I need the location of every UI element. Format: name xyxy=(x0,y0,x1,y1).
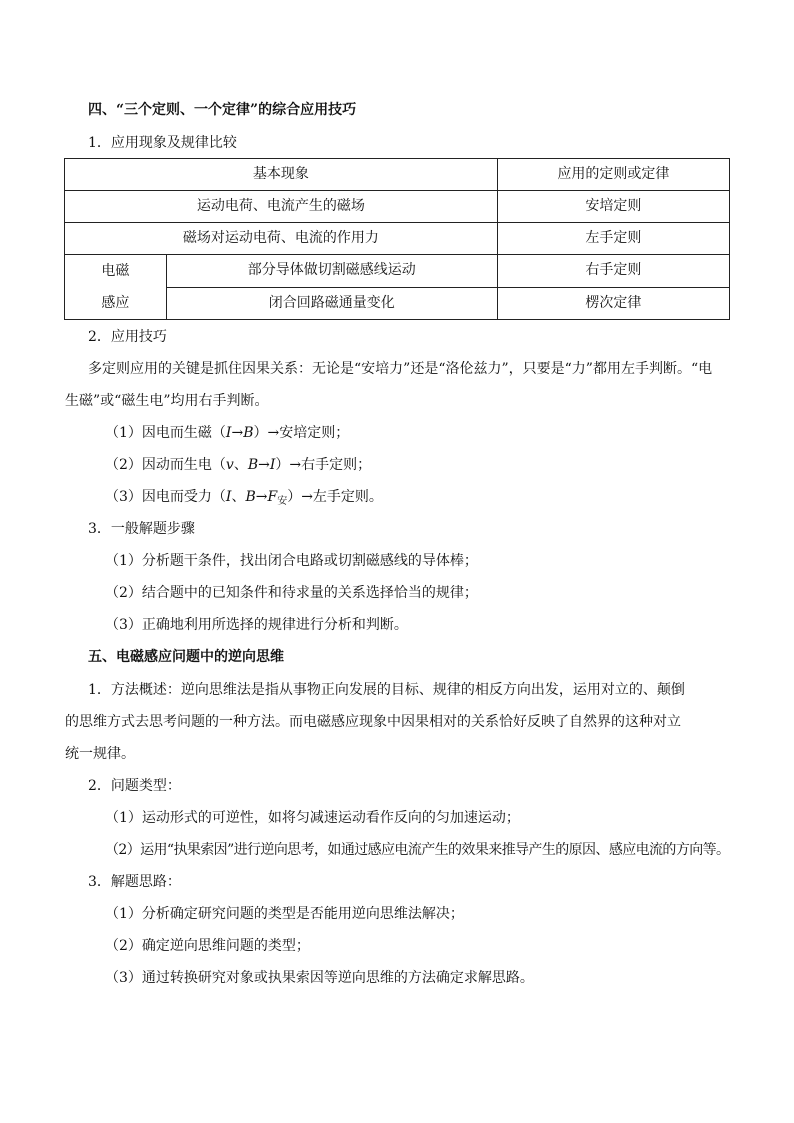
rule1-arrow: → xyxy=(231,425,244,441)
step-3: （3）正确地利用所选择的规律进行分析和判断。 xyxy=(105,617,408,633)
method-line-2: 的思维方式去思考问题的一种方法。而电磁感应现象中因果相对的关系恰好反映了自然界的这种对立 xyxy=(65,714,681,730)
type-2: （2）运用“执果索因”进行逆向思考，如通过感应电流产生的效果来推导产生的原因、感应电流的方向等。 xyxy=(105,842,730,858)
table-header-rule: 应用的定则或定律 xyxy=(497,159,729,191)
table-header-phenomenon: 基本现象 xyxy=(65,159,498,191)
table-cell-phenomenon: 闭合回路磁通量变化 xyxy=(166,287,497,320)
step-1: （1）分析题干条件，找出闭合电路或切割磁感线的导体棒； xyxy=(105,553,478,569)
rule3-arrow: → xyxy=(255,489,268,505)
rule3-B: B xyxy=(245,489,256,505)
comparison-table xyxy=(64,158,730,320)
table-cell-rule: 安培定则 xyxy=(497,191,729,223)
section-four-title: 四、“三个定则、一个定律”的综合应用技巧 xyxy=(88,102,357,118)
table-header-row xyxy=(65,159,730,191)
table-cell-rule: 左手定则 xyxy=(497,223,729,255)
rule-line-2 xyxy=(105,456,371,474)
rule3-I: I xyxy=(225,489,232,505)
rule2-suffix: ）→右手定则； xyxy=(275,457,372,473)
item2-title: 2．应用技巧 xyxy=(88,329,167,345)
rule3-sep: 、 xyxy=(231,489,246,505)
item3-title: 3．一般解题步骤 xyxy=(88,521,195,537)
table-cell-rule: 楞次定律 xyxy=(497,287,729,320)
table-row xyxy=(65,223,730,255)
rule2-arrow: → xyxy=(258,457,270,473)
rule3-suffix: ）→左手定则。 xyxy=(287,489,383,505)
method-line-1: 1．方法概述：逆向思维法是指从事物正向发展的目标、规律的相反方向出发，运用对立的、颠倒 xyxy=(88,682,685,698)
table-cell-rule: 右手定则 xyxy=(497,255,729,288)
item1-title: 1．应用现象及规律比较 xyxy=(88,135,237,151)
rule-line-3 xyxy=(105,488,383,511)
table-cell-phenomenon: 运动电荷、电流产生的磁场 xyxy=(65,191,498,223)
table-row xyxy=(65,191,730,223)
table-cell-phenomenon: 部分导体做切割磁感线运动 xyxy=(166,255,497,288)
rule1-I: I xyxy=(225,425,232,441)
table-cell-group xyxy=(65,255,167,320)
rule2-sep: 、 xyxy=(233,457,248,473)
rule3-prefix: （3）因电而受力（ xyxy=(105,489,226,505)
types-title: 2．问题类型： xyxy=(88,778,181,794)
rule3-F: F xyxy=(267,489,278,505)
rule1-suffix: ）→安培定则； xyxy=(253,425,350,441)
step-2: （2）结合题中的已知条件和待求量的关系选择恰当的规律； xyxy=(105,585,478,601)
idea-3: （3）通过转换研究对象或执果索因等逆向思维的方法确定求解思路。 xyxy=(105,970,534,986)
table-cell-phenomenon: 磁场对运动电荷、电流的作用力 xyxy=(65,223,498,255)
idea-1: （1）分析确定研究问题的类型是否能用逆向思维法解决； xyxy=(105,906,464,922)
rule2-I: I xyxy=(269,457,276,473)
section-five-title: 五、电磁感应问题中的逆向思维 xyxy=(88,649,284,665)
rule3-F-subscript: 安 xyxy=(277,496,288,507)
rule1-B: B xyxy=(243,425,254,441)
item2-paragraph-line2: 生磁”或“磁生电”均用右手判断。 xyxy=(65,393,269,409)
ideas-title: 3．解题思路： xyxy=(88,874,181,890)
idea-2: （2）确定逆向思维问题的类型； xyxy=(105,938,310,954)
rule-line-1 xyxy=(105,424,349,442)
group-label-line1: 电磁 xyxy=(101,263,130,279)
method-line-3: 统一规律。 xyxy=(65,746,135,762)
type-1: （1）运动形式的可逆性，如将匀减速运动看作反向的匀加速运动； xyxy=(105,810,520,826)
rule2-B: B xyxy=(247,457,259,473)
rule2-prefix: （2）因动而生电（ xyxy=(105,457,226,473)
rule1-prefix: （1）因电而生磁（ xyxy=(105,425,226,441)
group-label-line2: 感应 xyxy=(101,295,130,311)
table-row xyxy=(65,255,730,288)
rule2-v: v xyxy=(225,457,234,473)
item2-paragraph-line1: 多定则应用的关键是抓住因果关系：无论是“安培力”还是“洛伦兹力”，只要是“力”都用左手判断。“电 xyxy=(88,361,713,377)
